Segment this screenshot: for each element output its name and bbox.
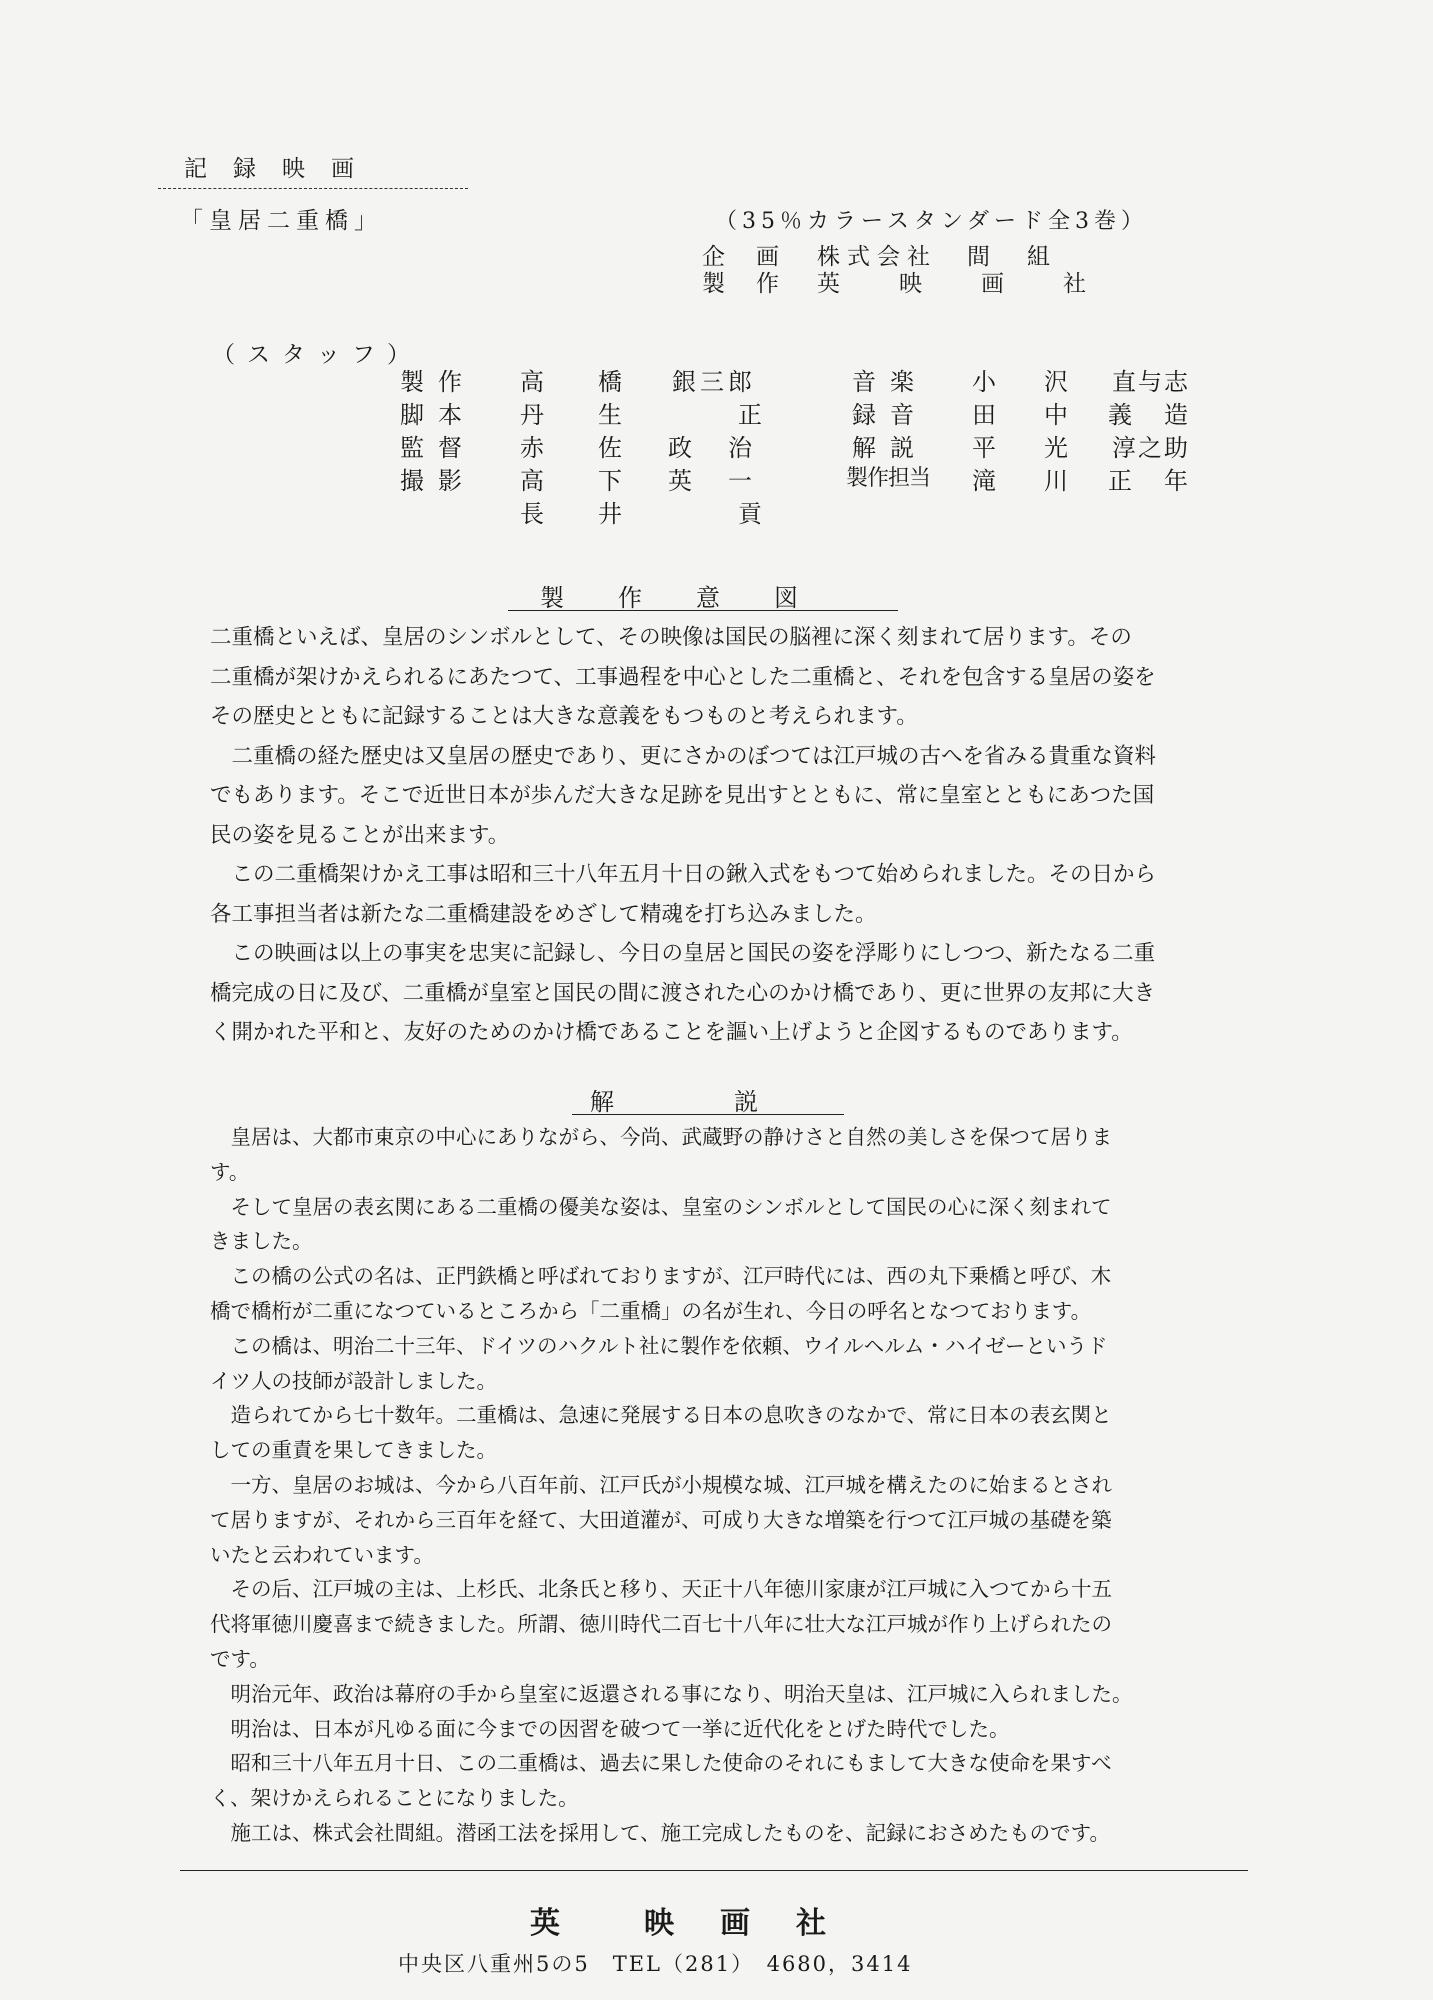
text-line: 昭和三十八年五月十日、この二重橋は、過去に果した使命のそれにもまして大きな使命を果すべ (210, 1751, 1112, 1776)
credit-name: 株式会社 間 組 (817, 244, 1057, 270)
credit-name: 英 映 画 社 (817, 271, 1104, 297)
commentary-title-underline (572, 1114, 844, 1115)
text-line: 造られてから七十数年。二重橋は、急速に発展する日本の息吹きのなかで、常に日本の表玄関と (210, 1403, 1112, 1428)
staff-name-part: 沢 (1044, 368, 1068, 396)
staff-name-part: 銀三郎 (672, 368, 756, 396)
section-title-intent: 製 作 意 図 (540, 584, 800, 612)
text-line: その后、江戸城の主は、上杉氏、北条氏と移り、天正十八年徳川家康が江戸城に入つてから十五 (210, 1577, 1112, 1602)
staff-name-part: 高 (520, 467, 544, 495)
text-line: 二重橋の経た歴史は又皇居の歴史であり、更にさかのぼつては江戸城の古へを省みる貴重な資料 (210, 743, 1157, 769)
staff-role: 脚本 (400, 401, 476, 429)
document-category: 記録映画 (184, 156, 380, 182)
staff-name-part: 淳之助 (1112, 434, 1190, 462)
staff-label: （スタッフ） (212, 342, 422, 368)
staff-role: 製作担当 (846, 466, 931, 491)
staff-role: 製作 (400, 368, 476, 396)
intent-body (210, 618, 1260, 1053)
staff-role: 解説 (852, 434, 928, 462)
staff-name-part: 平 (972, 434, 996, 462)
staff-name-part: 橋 (598, 368, 622, 396)
staff-name-part: 正 年 (1108, 467, 1192, 495)
text-line: です。 (210, 1646, 270, 1671)
text-line: 橋完成の日に及び、二重橋が皇室と国民の間に渡された心のかけ橋であり、更に世界の友邦に大き (210, 980, 1156, 1006)
staff-name-part: 高 (520, 368, 544, 396)
credit-role: 企 画 (702, 244, 783, 270)
text-line: この橋は、明治二十三年、ドイツのハクルト社に製作を依頼、ウイルヘルム・ハイゼーというド (210, 1333, 1108, 1358)
text-line: 二重橋といえば、皇居のシンボルとして、その映像は国民の脳裡に深く刻まれて居ります。その (210, 625, 1132, 650)
staff-name-part: 滝 (972, 467, 996, 495)
text-line: 明治は、日本が凡ゆる面に今までの因習を破つて一挙に近代化をとげた時代でした。 (210, 1716, 1010, 1741)
text-line: その歴史とともに記録することは大きな意義をもつものと考えられます。 (210, 704, 918, 729)
text-line: 各工事担当者は新たな二重橋建設をめざして精魂を打ち込みました。 (210, 901, 877, 927)
text-line: イツ人の技師が設計しました。 (210, 1368, 497, 1393)
commentary-body (210, 1120, 1270, 1851)
film-spec: （35％カラースタンダード全3巻） (715, 209, 1149, 234)
text-line: 施工は、株式会社間組。潜函工法を採用して、施工完成したものを、記録におさめたものです。 (210, 1820, 1110, 1845)
staff-name-part: 英 一 (668, 467, 758, 495)
text-line: でもあります。そこで近世日本が歩んだ大きな足跡を見出すとともに、常に皇室とともにあつた国 (210, 783, 1155, 808)
staff-name-part: 下 (598, 467, 622, 495)
staff-name-part: 赤 (520, 434, 544, 462)
text-line: しての重責を果してきました。 (210, 1438, 497, 1463)
text-line: そして皇居の表玄関にある二重橋の優美な姿は、皇室のシンボルとして国民の心に深く刻まれて (210, 1194, 1112, 1219)
staff-name-part: 小 (972, 368, 996, 396)
staff-name-part: 丹 (520, 401, 544, 429)
staff-name-part: 貢 (738, 500, 762, 528)
text-line: 橋で橋桁が二重になつているところから「二重橋」の名が生れ、今日の呼名となつております。 (210, 1298, 1092, 1323)
staff-name-part: 義 造 (1108, 401, 1192, 429)
footer-company: 英 映 画 社 (530, 1906, 834, 1941)
staff-role: 撮影 (400, 467, 476, 495)
staff-role: 録音 (852, 401, 928, 429)
staff-role: 音楽 (852, 368, 928, 396)
text-line: きました。 (210, 1229, 313, 1254)
text-line: いたと云われています。 (210, 1542, 434, 1567)
text-line: 一方、皇居のお城は、今から八百年前、江戸氏が小規模な城、江戸城を構えたのに始まるとされ (210, 1472, 1112, 1497)
film-title: 「皇居二重橋」 (180, 208, 383, 234)
staff-name-part: 田 (972, 401, 996, 429)
staff-name-part: 光 (1044, 434, 1068, 462)
staff-name-part: 井 (598, 500, 622, 528)
category-underline (158, 188, 468, 189)
text-line: 明治元年、政治は幕府の手から皇室に返還される事になり、明治天皇は、江戸城に入られました。 (210, 1681, 1133, 1706)
credit-production (702, 265, 1104, 298)
text-line: て居りますが、それから三百年を経て、大田道灌が、可成り大きな増築を行つて江戸城の基礎を築 (210, 1507, 1112, 1532)
staff-role: 監督 (400, 434, 476, 462)
staff-name-part: 政 治 (668, 434, 758, 462)
text-line: 民の姿を見ることが出来ます。 (210, 822, 510, 848)
staff-name-part: 川 (1044, 467, 1068, 495)
staff-name-part: 長 (520, 500, 544, 528)
staff-name-part: 中 (1044, 401, 1068, 429)
text-line: 代将軍徳川慶喜まで続きました。所謂、徳川時代二百七十八年に壮大な江戸城が作り上げられたの (210, 1612, 1112, 1637)
text-line: この二重橋架けかえ工事は昭和三十八年五月十日の鍬入式をもつて始められました。その日から (210, 862, 1157, 887)
section-title-commentary: 解 説 (590, 1088, 758, 1116)
footer-rule (180, 1870, 1248, 1871)
staff-name-part: 佐 (598, 434, 622, 462)
text-line: く、架けかえられることになりました。 (210, 1786, 579, 1811)
text-line: この橋の公式の名は、正門鉄橋と呼ばれておりますが、江戸時代には、西の丸下乗橋と呼び、木 (210, 1264, 1112, 1289)
text-line: この映画は以上の事実を忠実に記録し、今日の皇居と国民の姿を浮彫りにしつつ、新たなる二重 (210, 941, 1156, 966)
text-line: す。 (210, 1159, 250, 1184)
footer-address: 中央区八重州5の5 TEL（281） 4680，3414 (398, 1952, 913, 1976)
staff-name-part: 生 (598, 401, 622, 429)
text-line: 皇居は、大都市東京の中心にありながら、今尚、武蔵野の静けさと自然の美しさを保つて居りま (210, 1125, 1112, 1149)
credit-role: 製 作 (702, 271, 783, 297)
intent-title-underline (508, 610, 898, 611)
text-line: く開かれた平和と、友好のためのかけ橋であることを謳い上げようと企図するものであります。 (210, 1020, 1133, 1045)
staff-name-part: 正 (738, 401, 762, 429)
staff-name-part: 直与志 (1112, 368, 1190, 396)
text-line: 二重橋が架けかえられるにあたつて、工事過程を中心とした二重橋と、それを包含する皇居の姿を (210, 664, 1156, 690)
